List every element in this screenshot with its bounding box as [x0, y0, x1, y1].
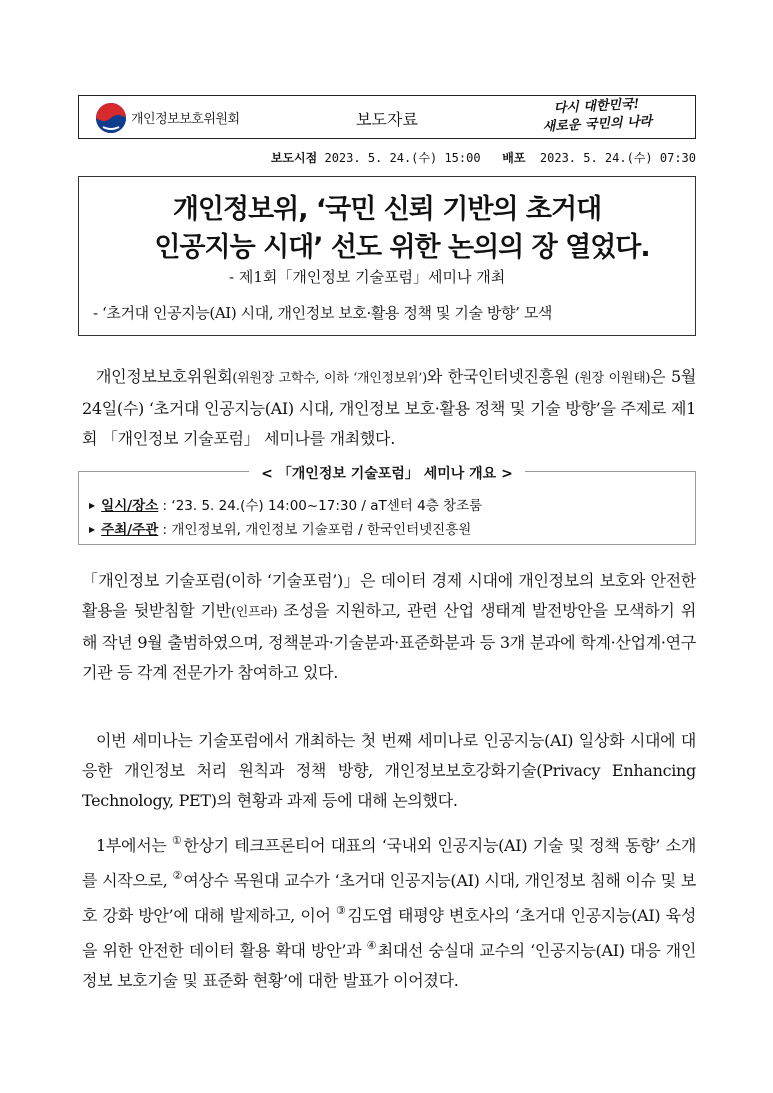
p1-partner: 와 한국인터넷진흥원 — [426, 367, 569, 386]
overview-label: 주최/주관 — [101, 522, 159, 538]
headline-line-1: 개인정보위, ‘국민 신뢰 기반의 초거대 — [172, 194, 602, 225]
overview-row: ▶ 주최/주관 : 개인정보위, 개인정보 기술포럼 / 한국인터넷진흥원 — [89, 522, 472, 538]
slogan — [526, 94, 668, 137]
release-value: 2023. 5. 24.(수) 15:00 — [324, 151, 481, 165]
overview-row: ▶ 일시/장소 : ‘23. 5. 24.(수) 14:00~17:30 / aT센터 4층 창조룸 — [89, 498, 483, 514]
distribution-value: 2023. 5. 24.(수) 07:30 — [539, 151, 696, 165]
paragraph-1 — [82, 362, 696, 454]
press-header — [78, 95, 696, 139]
paragraph-4 — [82, 826, 696, 996]
org-name: 개인정보보호위원회 — [131, 112, 240, 127]
slogan-line-2: 새로운 국민의 나라 — [542, 114, 653, 135]
p2-body-a: 「개인정보 기술포럼(이하 ‘기술포럼’)」은 데이터 경제 시대에 개인정보의 보호와 안전한 활용을 뒷받침할 기반 — [82, 571, 696, 620]
release-label: 보도시점 — [270, 151, 318, 165]
overview-value: ‘23. 5. 24.(수) 14:00~17:30 / aT센터 4층 창조룸 — [171, 498, 483, 514]
p2-body-b: 조성을 지원하고, 관련 산업 생태계 발전방안을 모색하기 위해 작년 9월 출범하였으며, 정책분과·기술분과·표준화분과 등 3개 분과에 학계·산업계·연구기관 등 각계 전문가가 참여하고 있다. — [82, 601, 696, 682]
triangle-bullet-icon: ▶ — [89, 501, 96, 510]
p4-speaker-2: 여상수 목원대 교수가 ‘초거대 인공지능(AI) 시대, 개인정보 침해 이슈 및 보호 강화 방안’에 대해 발제하고, 이어 — [82, 871, 697, 925]
distribution-label: 배포 — [502, 151, 526, 165]
slogan-line-1: 다시 대한민국! — [553, 96, 640, 117]
p4-speaker-4: 최대선 숭실대 교수의 ‘인공지능(AI) 대응 개인정보 보호기술 및 표준화 현황’에 대한 발표가 이어졌다. — [82, 941, 696, 990]
p4-intro: 1부에서는 — [96, 836, 173, 855]
subheadline-1: - 제1회「개인정보 기술포럼」세미나 개최 — [229, 268, 506, 286]
overview-title: < 「개인정보 기술포럼」 세미나 개요 > — [249, 466, 525, 482]
release-dates — [78, 149, 696, 166]
overview-value: 개인정보위, 개인정보 기술포럼 / 한국인터넷진흥원 — [171, 522, 472, 538]
p2-note: (인프라) — [230, 605, 278, 620]
triangle-bullet-icon: ▶ — [89, 525, 96, 534]
p3-body: 이번 세미나는 기술포럼에서 개최하는 첫 번째 세미나로 인공지능(AI) 일상화 시대에 대응한 개인정보 처리 원칙과 정책 방향, 개인정보보호강화기술(Privacy Enhancing Technology, PET)의 현황과 과제 등에 대해 논의했다. — [82, 731, 696, 810]
p1-body: 은 5월 24일(수) ‘초거대 인공지능(AI) 시대, 개인정보 보호·활용 정책 및 기술 방향’을 주제로 제1회 「개인정보 기술포럼」 세미나를 개최했다. — [82, 367, 696, 448]
circled-number-3: ③ — [336, 904, 347, 917]
circled-number-2: ② — [172, 869, 183, 882]
circled-number-4: ④ — [366, 939, 377, 952]
p1-note: (위원장 고학수, 이하 ‘개인정보위’) — [232, 371, 427, 386]
circled-number-1: ① — [172, 834, 183, 847]
p4-speaker-3: 김도엽 태평양 변호사의 ‘초거대 인공지능(AI) 육성을 위한 안전한 데이터 활용 확대 방안’과 — [82, 906, 696, 960]
seminar-overview-box — [78, 466, 696, 545]
subheadline-2: - ‘초거대 인공지능(AI) 시대, 개인정보 보호·활용 정책 및 기술 방향’ 모색 — [93, 304, 553, 322]
paragraph-3 — [82, 726, 696, 816]
overview-label: 일시/장소 — [101, 498, 159, 514]
headline-line-2: 인공지능 시대’ 선도 위한 논의의 장 열었다. — [154, 232, 650, 263]
p1-org: 개인정보보호위원회 — [96, 367, 233, 386]
p4-speaker-1: 한상기 테크프론티어 대표의 ‘국내외 인공지능(AI) 기술 및 정책 동향’ 소개를 시작으로, — [82, 836, 696, 890]
document-type: 보도자료 — [356, 110, 418, 129]
headline-box — [78, 176, 696, 336]
paragraph-2 — [82, 566, 696, 688]
p1-note-2: (원장 이원태) — [574, 371, 651, 386]
